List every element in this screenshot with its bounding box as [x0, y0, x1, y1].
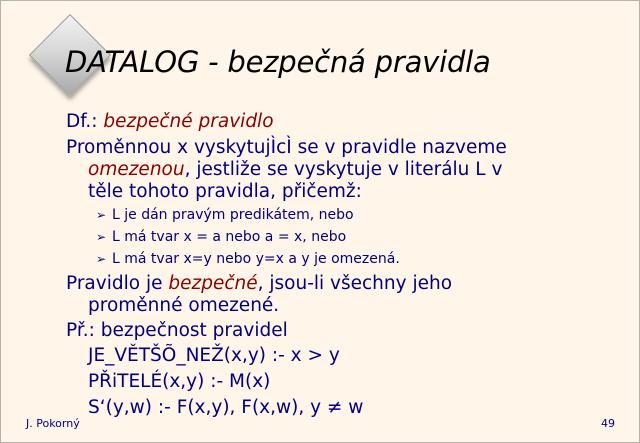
- bullet-text: L má tvar x = a nebo a = x, nebo: [112, 229, 347, 245]
- para2-post: , jsou-li všechny jeho: [257, 273, 453, 294]
- para1-line1: Proměnnou x vyskytujÌcÌ se v pravidle nazveme: [66, 137, 507, 158]
- para2-line1: [66, 273, 452, 295]
- example-rule: S‘(y,w) :- F(x,y), F(x,w), y ≠ w: [88, 397, 364, 418]
- bullet-text: L má tvar x=y nebo y=x a y je omezená.: [112, 251, 400, 267]
- example-rule: PŘiTELÉ(x,y) :- M(x): [88, 371, 271, 392]
- term-bezpecne: bezpečné: [168, 273, 258, 294]
- para1-line2: [88, 159, 502, 181]
- example-heading: Př.: bezpečnost pravidel: [66, 320, 288, 341]
- bullet-item: [96, 206, 354, 224]
- slide-title: DATALOG - bezpečná pravidla: [65, 45, 491, 79]
- para1-line3: těle tohoto pravidla, přičemž:: [88, 181, 362, 202]
- arrow-bullet-icon: ➢: [96, 252, 107, 266]
- para2-line2: proměnné omezené.: [88, 295, 280, 316]
- bullet-item: [96, 228, 346, 246]
- bullet-text: L je dán pravým predikátem, nebo: [112, 207, 354, 223]
- term-omezenou: omezenou: [88, 159, 185, 180]
- para2-pre: Pravidlo je: [66, 273, 169, 294]
- example-rule: JE_VĚTŠÕ_NEŽ(x,y) :- x > y: [88, 345, 340, 366]
- definition-prefix: Df.:: [66, 111, 104, 132]
- para1-line2-rest: , jestliže se vyskytuje v literálu L v: [184, 159, 503, 180]
- definition-line: [66, 111, 274, 133]
- page-number: 49: [601, 417, 615, 430]
- footer-author: J. Pokorný: [26, 417, 80, 430]
- definition-term: bezpečné pravidlo: [103, 111, 274, 132]
- arrow-bullet-icon: ➢: [96, 230, 107, 244]
- bullet-item: [96, 250, 400, 268]
- arrow-bullet-icon: ➢: [96, 208, 107, 222]
